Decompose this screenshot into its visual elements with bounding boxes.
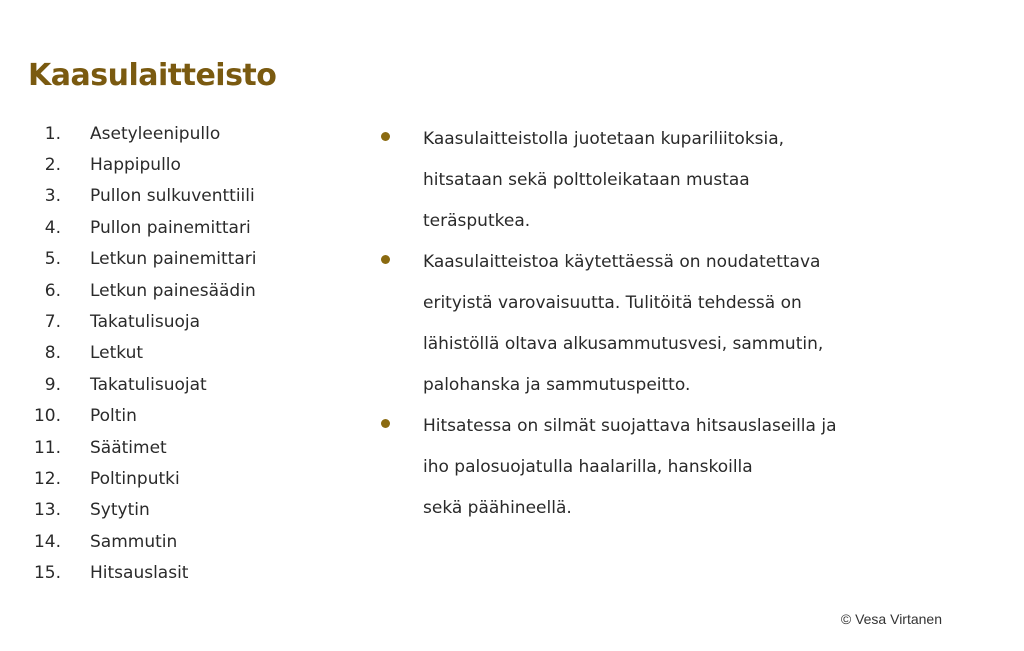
bullet-item [376,405,976,528]
item-number: 12. [33,468,61,489]
bullet-line: Kaasulaitteistolla juotetaan kupariliitoksia, [423,128,785,149]
parts-list [30,118,360,589]
bullet-line: Hitsatessa on silmät suojattava hitsauslaseilla ja [423,415,837,436]
item-number: 10. [33,406,61,427]
item-number: 6. [44,280,61,301]
list-item [30,118,360,149]
item-number: 5. [44,249,61,270]
item-number: 1. [44,123,61,144]
item-label: Pullon painemittari [90,217,251,238]
list-item [30,432,360,463]
item-label: Poltin [90,406,137,427]
bullet-line: teräsputkea. [423,210,531,231]
list-item [30,212,360,243]
item-label: Happipullo [90,155,181,176]
bullet-line: palohanska ja sammutuspeitto. [423,374,691,395]
list-item [30,338,360,369]
list-item [30,495,360,526]
bullet-item [376,118,976,241]
item-label: Letkut [90,343,144,364]
item-number: 4. [44,217,61,238]
item-number: 14. [33,531,61,552]
bullet-list [376,118,976,528]
item-number: 11. [33,437,61,458]
item-number: 2. [44,155,61,176]
item-label: Poltinputki [90,468,180,489]
item-label: Takatulisuojat [90,374,207,395]
bullet-line: Kaasulaitteistoa käytettäessä on noudatettava [423,251,821,272]
list-item [30,401,360,432]
item-number: 3. [44,186,61,207]
bullet-dot-icon [381,255,390,264]
item-label: Letkun painesäädin [90,280,256,301]
page-title: Kaasulaitteisto [28,58,277,93]
item-label: Hitsauslasit [90,563,189,584]
list-item [30,463,360,494]
list-item [30,526,360,557]
list-item [30,181,360,212]
item-number: 7. [44,312,61,333]
list-item [30,149,360,180]
bullet-dot-icon [381,132,390,141]
list-item [30,244,360,275]
item-number: 15. [33,563,61,584]
item-label: Sytytin [90,500,150,521]
item-label: Takatulisuoja [90,312,201,333]
item-label: Letkun painemittari [90,249,257,270]
list-item [30,275,360,306]
item-number: 13. [33,500,61,521]
item-label: Asetyleenipullo [90,123,221,144]
copyright-notice: © Vesa Virtanen [840,611,942,627]
item-label: Säätimet [90,437,167,458]
item-label: Pullon sulkuventtiili [90,186,255,207]
bullet-line: erityistä varovaisuutta. Tulitöitä tehdessä on [423,292,802,313]
item-number: 8. [44,343,61,364]
bullet-line: sekä päähineellä. [423,497,572,518]
item-label: Sammutin [90,531,178,552]
item-number: 9. [44,374,61,395]
bullet-line: lähistöllä oltava alkusammutusvesi, sammutin, [423,333,824,354]
list-item [30,369,360,400]
list-item [30,557,360,588]
list-item [30,306,360,337]
bullet-dot-icon [381,419,390,428]
bullet-item [376,241,976,405]
bullet-line: iho palosuojatulla haalarilla, hanskoilla [423,456,753,477]
bullet-line: hitsataan sekä polttoleikataan mustaa [423,169,750,190]
